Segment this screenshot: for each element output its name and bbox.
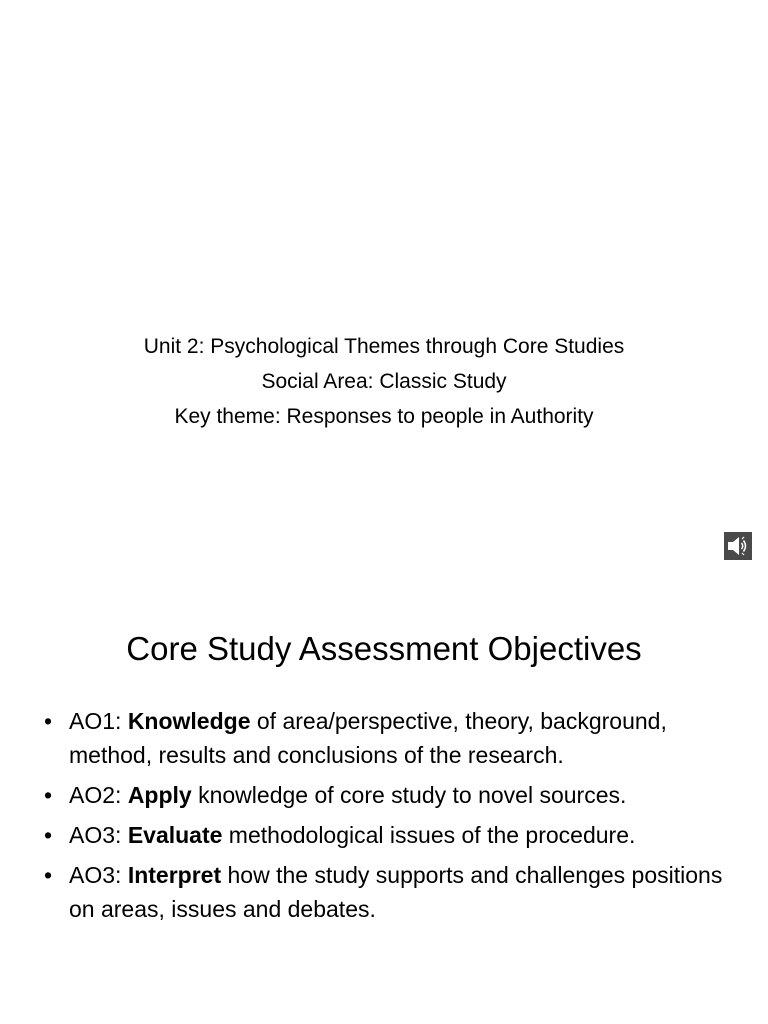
objective-keyword: Apply <box>127 782 192 808</box>
title-block <box>0 329 768 434</box>
list-item <box>44 858 734 926</box>
objective-text: how the study supports and challenges positions on areas, issues and debates. <box>69 862 723 922</box>
objective-text: of area/perspective, theory, background, method, results and conclusions of the research. <box>69 708 667 768</box>
objective-code: AO3: <box>69 862 128 888</box>
key-theme-subtitle: Key theme: Responses to people in Authority <box>174 405 594 428</box>
objective-keyword: Evaluate <box>127 822 223 848</box>
bullet-icon: • <box>44 862 53 888</box>
objectives-list <box>44 704 734 932</box>
unit-title: Unit 2: Psychological Themes through Core Studies <box>143 335 625 358</box>
bullet-icon: • <box>44 782 53 808</box>
objective-code: AO2: <box>69 782 128 808</box>
objective-code: AO1: <box>69 708 128 734</box>
objective-text: methodological issues of the procedure. <box>222 822 636 848</box>
list-item <box>44 818 734 852</box>
area-subtitle: Social Area: Classic Study <box>261 370 507 393</box>
speaker-icon[interactable] <box>724 532 752 560</box>
objectives-slide <box>0 576 768 1024</box>
objective-text: knowledge of core study to novel sources. <box>191 782 627 808</box>
objective-code: AO3: <box>69 822 128 848</box>
speaker-icon-graphic <box>726 534 750 558</box>
bullet-icon: • <box>44 708 53 734</box>
list-item <box>44 778 734 812</box>
bullet-icon: • <box>44 822 53 848</box>
objective-keyword: Interpret <box>127 862 222 888</box>
objective-keyword: Knowledge <box>127 708 251 734</box>
slide-title: Core Study Assessment Objectives <box>126 630 642 667</box>
list-item <box>44 704 734 772</box>
